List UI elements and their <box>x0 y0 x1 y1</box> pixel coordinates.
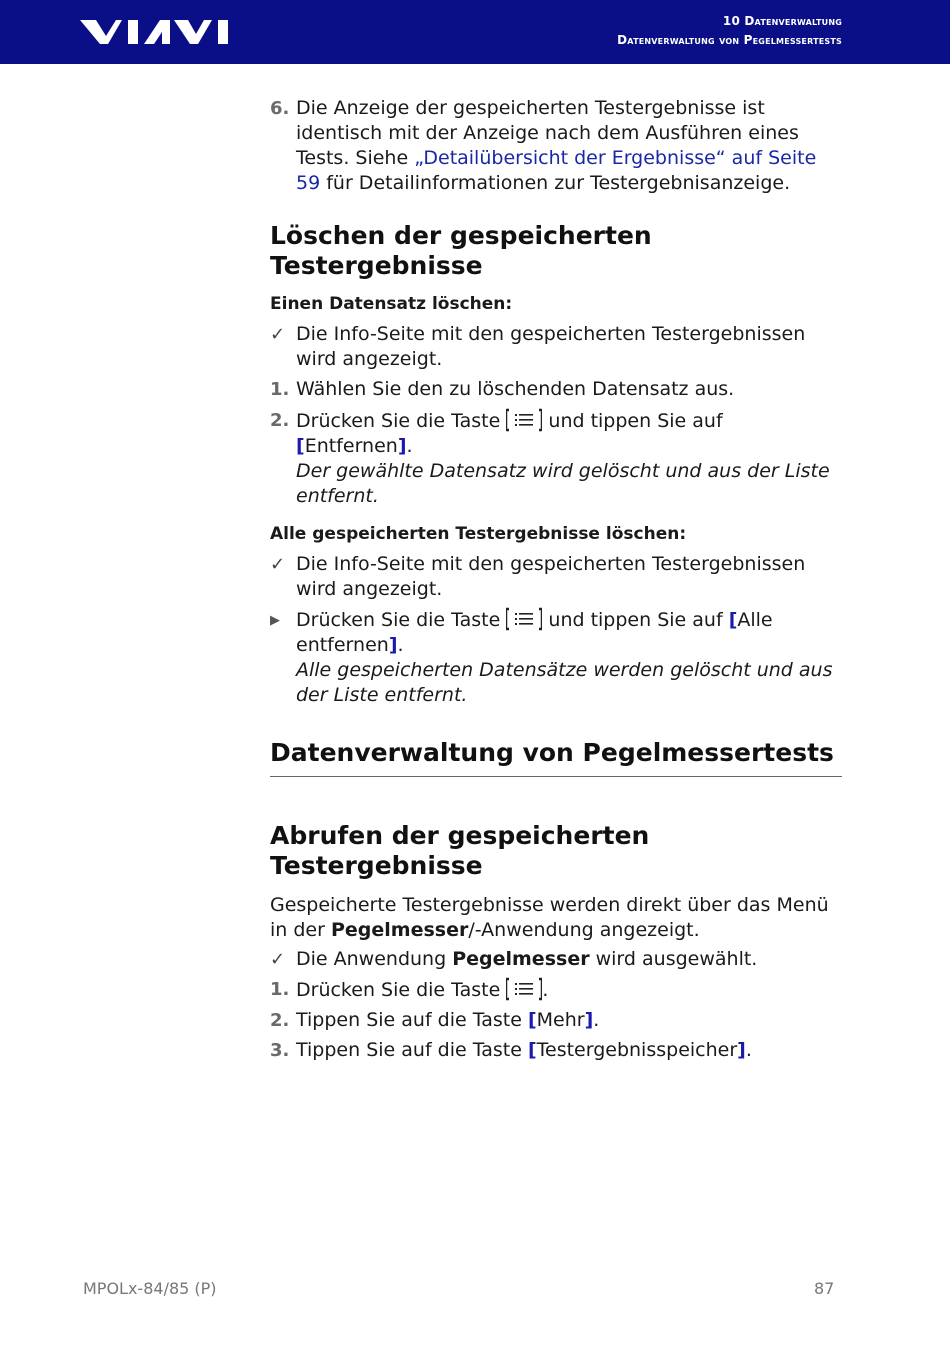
step-result: Der gewählte Datensatz wird gelöscht und aus der Liste entfernt. <box>296 460 830 507</box>
softkey-entfernen: Entfernen <box>304 435 398 457</box>
bullet-triangle-icon: ▶ <box>270 613 280 628</box>
step-number: 1. <box>270 979 290 1000</box>
step-text: und tippen Sie auf <box>542 609 729 631</box>
menu-key-icon <box>506 408 542 432</box>
subheading-delete-one: Einen Datensatz löschen: <box>270 294 513 314</box>
chapter-title: 10 Datenverwaltung <box>722 14 842 28</box>
step-text: Die Anzeige der gespeicherten Testergebnisse ist identisch mit der Anzeige nach dem Ausführen eines Tests. Siehe <box>296 97 799 169</box>
check-icon: ✓ <box>270 324 286 345</box>
page-number: 87 <box>814 1279 835 1298</box>
list-item <box>270 1008 842 1033</box>
bracket: ] <box>737 1039 746 1061</box>
running-header <box>617 12 842 50</box>
list-item <box>270 377 842 402</box>
step-text: Wählen Sie den zu löschenden Datensatz aus. <box>296 378 735 400</box>
prerequisite-text: Die Info-Seite mit den gespeicherten Testergebnissen wird angezeigt. <box>296 553 806 600</box>
step-number: 2. <box>270 1010 290 1031</box>
app-name: Pegelmesser <box>452 948 590 970</box>
step-number: 6. <box>270 98 290 119</box>
bracket: ] <box>397 435 407 457</box>
section-heading-meter: Datenverwaltung von Pegelmessertests <box>270 738 834 767</box>
list-item <box>270 607 842 708</box>
step-text: und tippen Sie auf <box>542 410 723 432</box>
list-item <box>270 977 842 1003</box>
step-text: Tippen Sie auf die Taste <box>296 1039 528 1061</box>
bracket: [ <box>527 1039 537 1061</box>
prerequisite-text: Die Info-Seite mit den gespeicherten Testergebnissen wird angezeigt. <box>296 323 806 370</box>
intro-paragraph <box>270 893 842 943</box>
step-number: 2. <box>270 410 290 431</box>
menu-key-icon <box>506 977 542 1001</box>
bracket: [ <box>728 609 738 631</box>
bracket: [ <box>296 435 305 457</box>
step-text: . <box>406 435 413 457</box>
app-name: Pegelmesser <box>330 919 469 941</box>
softkey-alle-entfernen: Alle entfernen <box>296 609 773 656</box>
step-text: Drücken Sie die Taste <box>296 410 507 432</box>
section-heading-delete: Löschen der gespeicherten Testergebnisse <box>270 221 652 280</box>
section-title: Datenverwaltung von Pegelmessertests <box>617 33 842 47</box>
softkey-testergebnisspeicher: Testergebnisspeicher <box>536 1039 738 1061</box>
step-text: Drücken Sie die Taste <box>296 609 507 631</box>
section-heading-recall: Abrufen der gespeicherten Testergebnisse <box>270 821 650 880</box>
step-number: 1. <box>270 379 290 400</box>
step-text: . <box>397 634 404 656</box>
bracket: [ <box>527 1009 537 1031</box>
step-text: für Detailinformationen zur Testergebnisanzeige. <box>320 172 791 194</box>
step-text: . <box>745 1039 752 1061</box>
intro-text: /-Anwendung angezeigt. <box>468 919 700 941</box>
subheading-delete-all: Alle gespeicherten Testergebnisse löschen: <box>270 524 687 544</box>
prerequisite <box>270 322 842 372</box>
step-text: . <box>542 979 549 1001</box>
step-number: 3. <box>270 1040 290 1061</box>
step-text: Drücken Sie die Taste <box>296 979 507 1001</box>
check-icon: ✓ <box>270 949 286 970</box>
viavi-logo <box>80 18 232 46</box>
softkey-mehr: Mehr <box>536 1009 585 1031</box>
list-item <box>270 408 842 509</box>
prerequisite <box>270 947 842 972</box>
prerequisite-text: wird ausgewählt. <box>589 948 758 970</box>
intro-text: Gespeicherte Testergebnisse werden direkt über das Menü in der <box>270 894 829 941</box>
prerequisite-text: Die Anwendung <box>296 948 453 970</box>
section-divider <box>270 776 842 777</box>
bracket: ] <box>584 1009 594 1031</box>
cross-reference-link[interactable]: „Detailübersicht der Ergebnisse“ auf Seite 59 <box>296 147 817 194</box>
prerequisite <box>270 552 842 602</box>
bracket: ] <box>388 634 398 656</box>
page-content <box>270 96 842 1068</box>
menu-key-icon <box>506 607 542 631</box>
page-header <box>0 0 950 64</box>
step-text: . <box>593 1009 600 1031</box>
step-result: Alle gespeicherten Datensätze werden gelöscht und aus der Liste entfernt. <box>296 659 833 706</box>
list-item <box>270 1038 842 1063</box>
check-icon: ✓ <box>270 554 286 575</box>
footer-model: MPOLx-84/85 (P) <box>83 1279 217 1298</box>
step-text: Tippen Sie auf die Taste <box>296 1009 528 1031</box>
list-item <box>270 96 842 196</box>
